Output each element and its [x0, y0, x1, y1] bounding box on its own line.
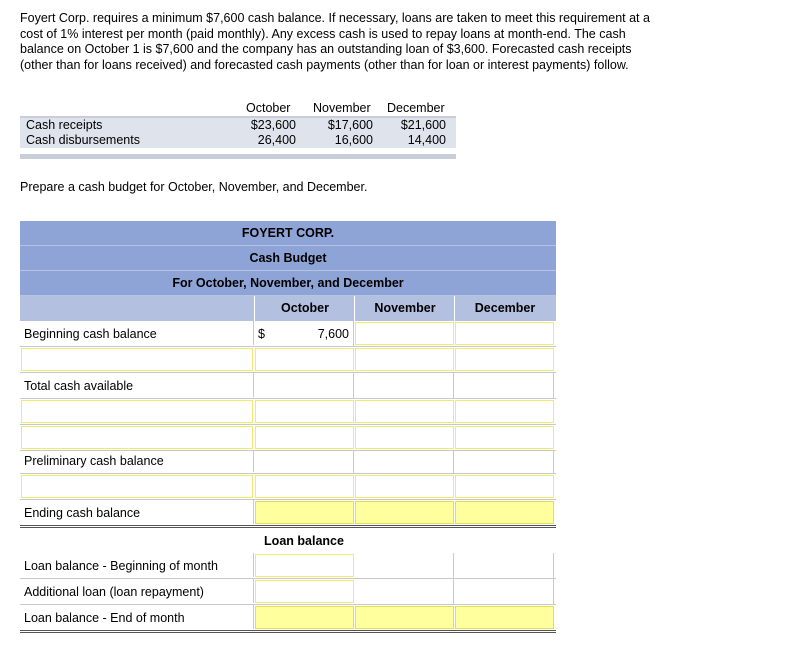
- loan-section-header: [20, 528, 556, 553]
- givens-receipts-december: $21,600: [400, 118, 446, 132]
- ending-october-input[interactable]: [255, 501, 354, 524]
- col-header-december: December: [454, 296, 555, 321]
- budget-period: [20, 271, 556, 296]
- row-total-available: [20, 373, 556, 399]
- givens-table: [20, 101, 456, 159]
- preliminary-december: [454, 451, 554, 473]
- receipts-december-input[interactable]: [455, 348, 554, 371]
- label-beginning-cash: Beginning cash balance: [20, 321, 254, 345]
- label-ending-cash: Ending cash balance: [20, 500, 254, 524]
- row-disbursement-entry-1: [20, 399, 556, 425]
- loan-end-december-input[interactable]: [455, 606, 554, 629]
- beginning-october-value: 7,600: [317, 327, 349, 341]
- beginning-december-input[interactable]: [455, 322, 554, 345]
- problem-text: Foyert Corp. requires a minimum $7,600 cash balance. If necessary, loans are taken to meet this requirement at a cost of 1% interest per month (paid monthly). Any excess cash is used to repay loans at month-end. The cash balance on October 1 is $7,600 and the company has an outstanding loan of $3,600. Forecasted cash receipts (other than for loans received) and forecasted cash payments (other than for loan or interest payments) follow.: [20, 11, 650, 72]
- budget-title: [20, 246, 556, 271]
- row-loan-additional: [20, 579, 556, 605]
- total-available-december: [454, 373, 554, 398]
- loan-additional-october-input[interactable]: [255, 580, 354, 603]
- givens-row-disbursements: [20, 133, 456, 148]
- preliminary-november: [354, 451, 454, 473]
- label-preliminary: Preliminary cash balance: [20, 451, 254, 472]
- budget-title-text: Cash Budget: [249, 251, 327, 265]
- loan-begin-november: [354, 553, 454, 578]
- row-beginning-cash: [20, 321, 556, 347]
- ending-december-input[interactable]: [455, 501, 554, 524]
- row-preliminary: [20, 451, 556, 474]
- givens-label-disbursements: Cash disbursements: [26, 133, 140, 147]
- ending-november-input[interactable]: [355, 501, 454, 524]
- cash-budget-table: [20, 221, 556, 633]
- givens-header-december: December: [387, 101, 445, 115]
- receipts-october-input[interactable]: [255, 348, 354, 371]
- disbursement-november-input-2[interactable]: [355, 426, 454, 449]
- label-loan-begin: Loan balance - Beginning of month: [20, 553, 254, 577]
- disbursement-october-input-2[interactable]: [255, 426, 354, 449]
- loan-entry-november-input[interactable]: [355, 475, 454, 498]
- beginning-november-input[interactable]: [355, 322, 454, 345]
- disbursement-december-input-1[interactable]: [455, 400, 554, 423]
- givens-receipts-october: $23,600: [250, 118, 296, 132]
- beginning-currency: $: [258, 327, 265, 341]
- disbursement-label-input-2[interactable]: [21, 426, 253, 449]
- loan-entry-label-input[interactable]: [21, 475, 253, 498]
- disbursement-december-input-2[interactable]: [455, 426, 554, 449]
- receipts-label-input[interactable]: [21, 348, 253, 371]
- company-name: FOYERT CORP.: [241, 226, 335, 240]
- row-loan-begin: [20, 553, 556, 579]
- budget-column-headers: [20, 296, 556, 321]
- loan-entry-december-input[interactable]: [455, 475, 554, 498]
- total-available-november: [354, 373, 454, 398]
- loan-section-title: Loan balance: [264, 534, 344, 548]
- preliminary-october: [254, 451, 354, 473]
- row-loan-entry: [20, 474, 556, 500]
- loan-begin-october-input[interactable]: [255, 554, 354, 577]
- row-receipts-entry: [20, 347, 556, 373]
- receipts-november-input[interactable]: [355, 348, 454, 371]
- disbursement-november-input-1[interactable]: [355, 400, 454, 423]
- total-available-october: [254, 373, 354, 398]
- disbursement-october-input-1[interactable]: [255, 400, 354, 423]
- givens-disbursements-october: 26,400: [257, 133, 296, 147]
- budget-period-text: For October, November, and December: [172, 276, 404, 290]
- budget-company: [20, 221, 556, 246]
- givens-row-receipts: [20, 118, 456, 133]
- beginning-october-cell: [254, 321, 354, 346]
- label-total-available: Total cash available: [20, 373, 254, 397]
- row-ending-cash: [20, 500, 556, 528]
- col-header-november: November: [354, 296, 455, 321]
- loan-additional-november: [354, 579, 454, 604]
- givens-header-october: October: [246, 101, 291, 115]
- col-header-october: October: [254, 296, 355, 321]
- label-loan-additional: Additional loan (loan repayment): [20, 579, 254, 603]
- disbursement-label-input-1[interactable]: [21, 400, 253, 423]
- givens-header-row: [20, 101, 456, 116]
- givens-receipts-november: $17,600: [327, 118, 373, 132]
- row-disbursement-entry-2: [20, 425, 556, 451]
- givens-header-november: November: [313, 101, 371, 115]
- loan-end-october-input[interactable]: [255, 606, 354, 629]
- instruction-text: Prepare a cash budget for October, November, and December.: [20, 180, 368, 194]
- givens-disbursements-november: 16,600: [334, 133, 373, 147]
- loan-entry-october-input[interactable]: [255, 475, 354, 498]
- givens-disbursements-december: 14,400: [407, 133, 446, 147]
- loan-begin-december: [454, 553, 554, 578]
- row-loan-end: [20, 605, 556, 633]
- loan-end-november-input[interactable]: [355, 606, 454, 629]
- label-loan-end: Loan balance - End of month: [20, 605, 254, 629]
- givens-label-receipts: Cash receipts: [26, 118, 103, 132]
- loan-additional-december: [454, 579, 554, 604]
